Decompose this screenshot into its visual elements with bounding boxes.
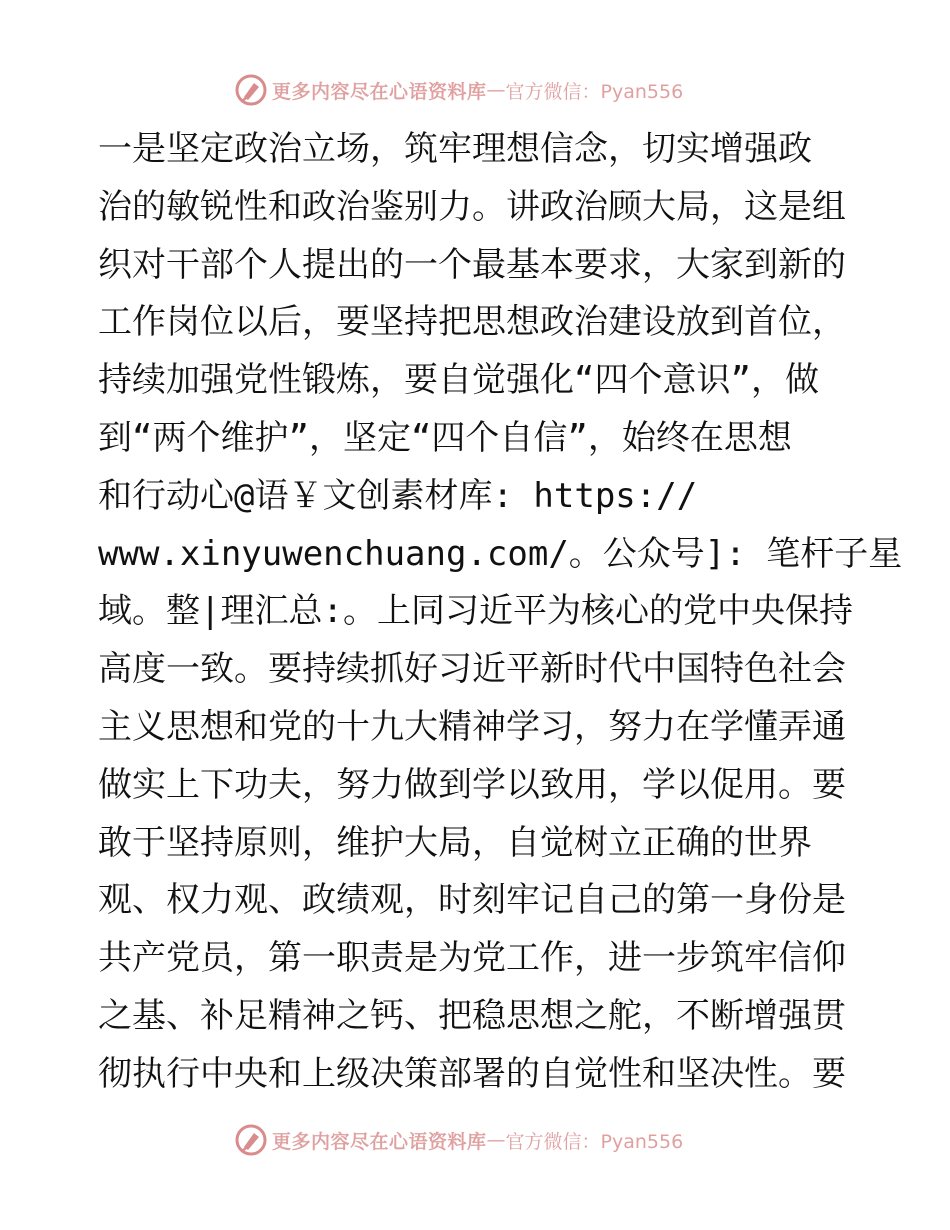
body-paragraph [98,121,903,1104]
body-line-2: 治的敏锐性和政治鉴别力。讲政治顾大局，这是组 [98,186,846,227]
body-line-8: www.xinyuwenchuang.com/。公众号]: 笔杆子星 [98,533,903,574]
pen-nib-logo-icon [234,1123,268,1157]
body-line-17: 彻执行中央和上级决策部署的自觉性和坚决性。要 [98,1053,846,1094]
body-line-10: 高度一致。要持续抓好习近平新时代中国特色社会 [98,649,846,690]
body-line-11: 主义思想和党的十九大精神学习，努力在学懂弄通 [98,706,846,747]
body-line-5: 持续加强党性锻炼，要自觉强化“四个意识”，做 [98,360,819,401]
footer-separator: — [486,1129,506,1151]
body-line-4: 工作岗位以后，要坚持把思想政治建设放到首位， [98,302,846,343]
body-line-15: 共产党员，第一职责是为党工作，进一步筑牢信仰 [98,938,846,979]
header-banner [234,71,683,109]
header-separator: — [486,79,506,101]
body-line-9: 域。整|理汇总:。上同习近平为核心的党中央保持 [98,591,853,632]
body-line-16: 之基、补足精神之钙、把稳思想之舵，不断增强贯 [98,995,846,1036]
footer-banner [234,1121,683,1159]
body-line-3: 织对干部个人提出的一个最基本要求，大家到新的 [98,244,846,285]
header-contact-text: 官方微信：Pyan556 [505,80,684,103]
body-line-6: 到“两个维护”，坚定“四个自信”，始终在思想 [98,417,792,458]
header-brand-text: 更多内容尽在心语资料库 [272,80,487,103]
pen-nib-logo-icon [234,73,268,107]
footer-brand-text: 更多内容尽在心语资料库 [272,1130,487,1153]
body-line-1: 一是坚定政治立场，筑牢理想信念，切实增强政 [98,129,812,169]
body-line-13: 敢于坚持原则，维护大局，自觉树立正确的世界 [98,822,812,863]
body-line-14: 观、权力观、政绩观，时刻牢记自己的第一身份是 [98,880,846,921]
body-line-12: 做实上下功夫，努力做到学以致用，学以促用。要 [98,764,846,805]
footer-contact-text: 官方微信：Pyan556 [505,1130,684,1153]
body-line-7: 和行动心@语￥文创素材库: https:// [98,475,698,516]
